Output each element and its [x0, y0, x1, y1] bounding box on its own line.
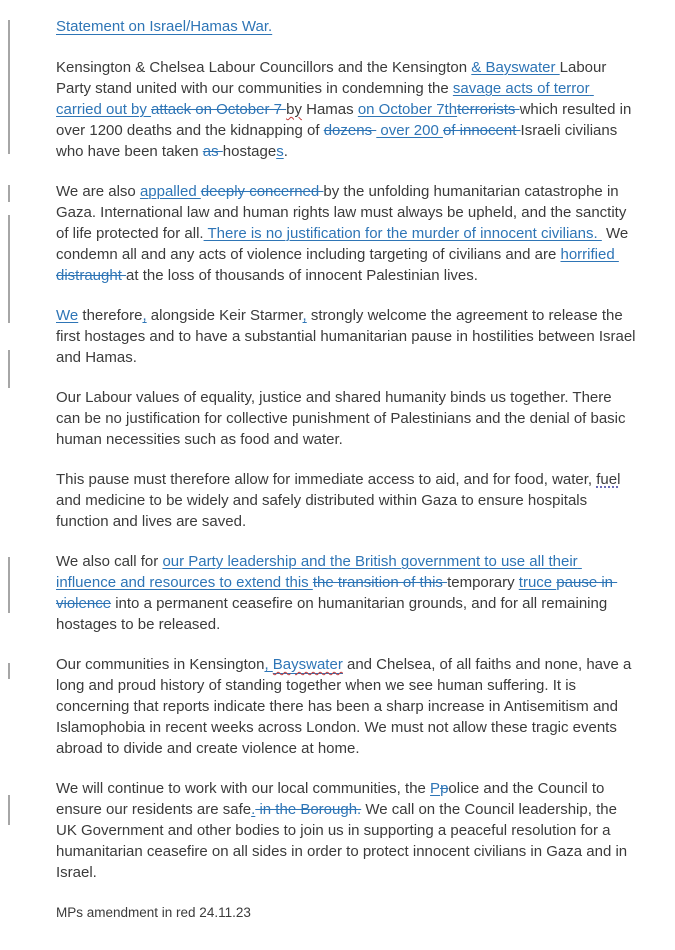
amendment-note: MPs amendment in red 24.11.23	[56, 905, 251, 920]
inserted-text: .	[251, 801, 256, 818]
spellcheck-flagged-text: by	[286, 101, 302, 118]
inserted-text: P	[430, 780, 441, 797]
change-bar	[8, 663, 10, 679]
change-bar	[8, 215, 10, 323]
paragraph	[56, 551, 639, 635]
inserted-text: appalled	[139, 183, 201, 200]
deleted-text: in the Borough.	[255, 801, 362, 818]
inserted-text: our Party leadership and the British government to use all their influence and resources to extend this	[56, 553, 582, 591]
inserted-text: & Bayswater	[471, 59, 560, 76]
grammar-flagged-text: fuel	[596, 471, 621, 488]
paragraph	[56, 387, 639, 450]
change-bar	[8, 350, 10, 388]
text-run: .	[283, 143, 288, 160]
text-run: Our Labour values of equality, justice and shared humanity binds us together. There can be no justification for collective punishment of Palestinians and the denial of basic human necessities such as food and water.	[56, 389, 630, 448]
text-run: This pause must therefore allow for immediate access to aid, and for food, water,	[56, 471, 597, 488]
text-run: temporary	[447, 574, 519, 591]
text-run: Hamas	[301, 101, 358, 118]
change-bar	[8, 557, 10, 613]
text-run: and medicine to be widely and safely distributed within Gaza to ensure hospitals function and lives are saved.	[56, 471, 625, 530]
change-bar	[8, 185, 10, 202]
paragraph	[56, 181, 639, 286]
text-run: Kensington & Chelsea Labour Councillors and the Kensington	[56, 59, 472, 76]
text-run: therefore	[78, 307, 143, 324]
paragraph	[56, 778, 639, 883]
deleted-text: dozens	[323, 122, 377, 139]
deleted-text: p	[440, 780, 449, 797]
text-run: alongside Keir Starmer	[146, 307, 303, 324]
inserted-text: There is no justification for the murder of innocent civilians.	[203, 225, 602, 242]
paragraph	[56, 305, 639, 368]
text-run: We also call for	[56, 553, 163, 570]
text-run: at the loss of thousands of innocent Palestinian lives.	[126, 267, 478, 284]
text-run: by the unfolding humanitarian catastrophe in Gaza. International law and human rights law must always be upheld, and the sanctity of life protected for all.	[56, 183, 631, 242]
text-run: We are also	[56, 183, 140, 200]
deleted-text: distraught	[56, 267, 127, 284]
text-run: We will continue to work with our local communities, the	[56, 780, 431, 797]
inserted-text: on October 7th	[357, 101, 458, 118]
inserted-text: savage acts of terror carried out by	[56, 80, 594, 118]
inserted-text: We	[56, 307, 79, 324]
deleted-text: terrorists	[457, 101, 520, 118]
inserted-text: ,	[264, 656, 273, 673]
document-body	[56, 57, 639, 883]
inserted-text: ,	[302, 307, 307, 324]
inserted-text: horrified	[560, 246, 619, 263]
inserted-text: Bayswater	[272, 656, 343, 673]
inserted-text: ,	[142, 307, 147, 324]
inserted-text: s	[276, 143, 284, 160]
inserted-text: over 200	[376, 122, 443, 139]
text-run: strongly welcome the agreement to release the first hostages and to have a substantial humanitarian pause in hostilities between Israel and Hamas.	[56, 307, 640, 366]
text-run: Labour Party stand united with our communities in condemning the	[56, 59, 611, 97]
text-run: into a permanent ceasefire on humanitarian grounds, and for all remaining hostages to be released.	[56, 595, 612, 633]
inserted-text: truce	[518, 574, 557, 591]
deleted-text: of innocent	[442, 122, 521, 139]
text-run: olice and the Council to ensure our residents are safe	[56, 780, 609, 818]
document-title: Statement on Israel/Hamas War.	[56, 18, 273, 35]
paragraph	[56, 469, 639, 532]
text-run: and Chelsea, of all faiths and none, have a long and proud history of standing together when we see human suffering. It is concerning that reports indicate there has been a sharp increase in Antisemitism and Islamophobia in recent weeks across London. We must not allow these tragic events abroad to divide and create violence at home.	[56, 656, 636, 757]
paragraph	[56, 654, 639, 759]
deleted-text: as	[202, 143, 223, 160]
deleted-text: the transition of this	[312, 574, 448, 591]
text-run: Our communities in Kensington	[56, 656, 265, 673]
text-run: hostage	[222, 143, 277, 160]
deleted-text: attack on October 7	[151, 101, 287, 118]
deleted-text: deeply concerned	[200, 183, 324, 200]
text-run: We condemn all and any acts of violence including targeting of civilians and are	[56, 225, 633, 263]
deleted-text: pause in violence	[56, 574, 618, 612]
text-run: Israeli civilians who have been taken	[56, 122, 622, 160]
text-run: We call on the Council leadership, the UK Government and other bodies to join us in supporting a peaceful resolution for a humanitarian ceasefire on all sides in order to protect innocent civilians in Gaza and in Israel.	[56, 801, 632, 881]
change-bar	[8, 20, 10, 154]
text-run: which resulted in over 1200 deaths and the kidnapping of	[56, 101, 636, 139]
paragraph	[56, 57, 639, 162]
change-bar	[8, 795, 10, 825]
